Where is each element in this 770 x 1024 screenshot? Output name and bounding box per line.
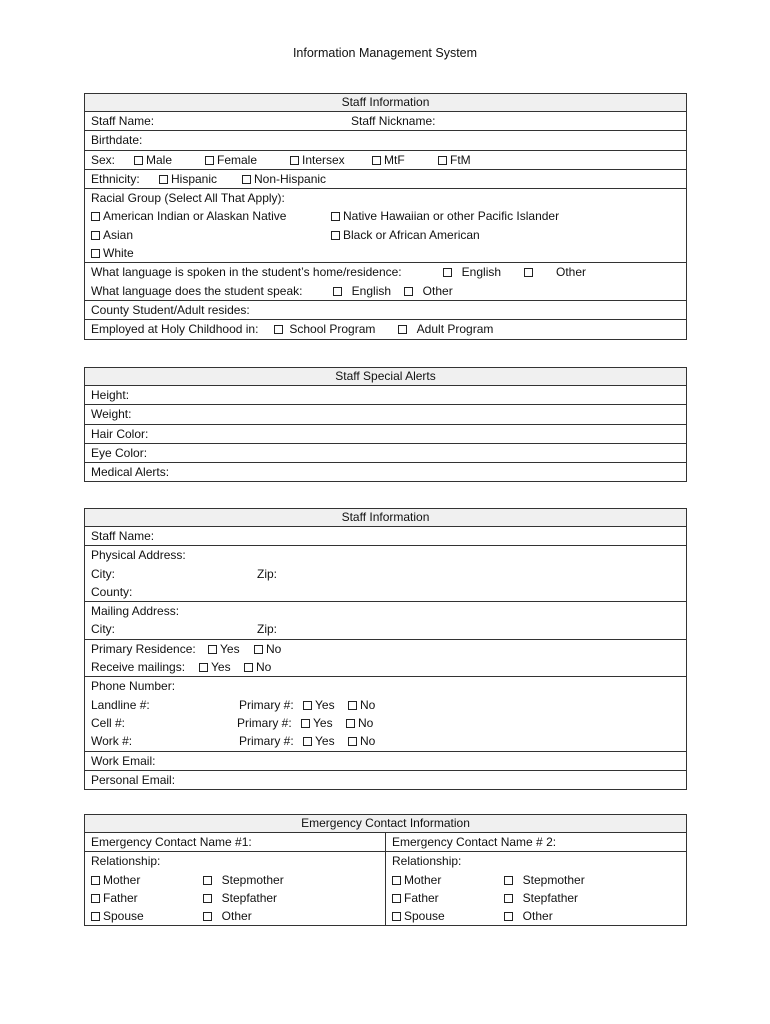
checkbox-icon	[524, 268, 533, 277]
staff-name-label: Staff Name:	[91, 114, 155, 128]
checkbox-home-other[interactable]: Other	[524, 263, 586, 281]
checkbox-mailings-no[interactable]: No	[244, 658, 271, 676]
home-language-label: What language is spoken in the student’s home/residence:	[91, 265, 402, 280]
personal-email-label: Personal Email:	[91, 772, 176, 787]
city-label: City:	[91, 566, 115, 581]
checkbox-intersex[interactable]: Intersex	[290, 151, 345, 169]
checkbox-student-english[interactable]: English	[333, 282, 391, 300]
checkbox-icon	[504, 876, 513, 885]
checkbox-icon	[443, 268, 452, 277]
checkbox-icon	[274, 325, 283, 334]
medical-alerts-label: Medical Alerts:	[91, 465, 170, 480]
checkbox-icon	[303, 701, 312, 710]
checkbox-spouse[interactable]: Spouse	[91, 909, 144, 923]
checkbox-ftm[interactable]: FtM	[438, 151, 471, 169]
checkbox-native-hawaiian[interactable]: Native Hawaiian or other Pacific Islander	[331, 207, 559, 225]
checkbox-father[interactable]: Father	[392, 891, 439, 905]
checkbox-home-english[interactable]: English	[443, 263, 501, 281]
checkbox-icon	[331, 231, 340, 240]
checkbox-icon	[392, 912, 401, 921]
contact-2-name-label: Emergency Contact Name # 2:	[392, 835, 557, 849]
landline-label: Landline #:	[91, 697, 150, 712]
checkbox-icon	[242, 175, 251, 184]
checkbox-icon	[208, 645, 217, 654]
county-row	[85, 301, 686, 320]
checkbox-asian[interactable]: Asian	[91, 228, 133, 242]
checkbox-father[interactable]: Father	[91, 891, 138, 905]
phone-number-row	[85, 677, 686, 751]
cell-label: Cell #:	[91, 715, 126, 730]
checkbox-icon	[438, 156, 447, 165]
checkbox-icon	[244, 663, 253, 672]
language-row	[85, 263, 686, 301]
checkbox-icon	[203, 912, 212, 921]
checkbox-stepmother[interactable]: Stepmother	[203, 871, 284, 889]
checkbox-mother[interactable]: Mother	[91, 873, 140, 887]
checkbox-icon	[134, 156, 143, 165]
primary-label: Primary #:	[239, 697, 294, 712]
weight-label: Weight:	[91, 407, 132, 422]
sex-row	[85, 151, 686, 170]
student-language-label: What language does the student speak:	[91, 283, 303, 298]
checkbox-residence-yes[interactable]: Yes	[208, 640, 240, 658]
work-email-row	[85, 752, 686, 771]
city-label: City:	[91, 622, 115, 637]
racial-group-row	[85, 189, 686, 263]
work-label: Work #:	[91, 734, 133, 749]
checkbox-icon	[348, 701, 357, 710]
checkbox-icon	[91, 912, 100, 921]
checkbox-icon	[91, 231, 100, 240]
primary-label: Primary #:	[239, 734, 294, 749]
staff-name-label: Staff Name:	[91, 529, 155, 543]
checkbox-icon	[404, 287, 413, 296]
contact-1-relationship	[85, 852, 385, 925]
emergency-contact-section	[84, 814, 687, 926]
relationship-row	[85, 852, 686, 925]
weight-row	[85, 405, 686, 424]
checkbox-icon	[303, 737, 312, 746]
contact-names-row	[85, 833, 686, 852]
checkbox-spouse[interactable]: Spouse	[392, 909, 445, 923]
checkbox-american-indian[interactable]: American Indian or Alaskan Native	[91, 209, 286, 223]
checkbox-icon	[372, 156, 381, 165]
checkbox-hispanic[interactable]: Hispanic	[159, 170, 217, 188]
checkbox-school-program[interactable]: School Program	[274, 320, 375, 338]
birthdate-label: Birthdate:	[91, 133, 143, 148]
physical-address-label: Physical Address:	[91, 548, 186, 563]
personal-email-row	[85, 771, 686, 789]
section-header: Staff Information	[85, 509, 686, 527]
checkbox-black-african-american[interactable]: Black or African American	[331, 226, 480, 244]
relationship-label: Relationship:	[392, 854, 462, 869]
checkbox-cell-yes[interactable]: Yes	[301, 714, 333, 732]
checkbox-male[interactable]: Male	[134, 151, 172, 169]
mailing-address-label: Mailing Address:	[91, 604, 180, 619]
checkbox-icon	[91, 876, 100, 885]
zip-label: Zip:	[257, 622, 278, 637]
ethnicity-label: Ethnicity:	[91, 171, 140, 186]
checkbox-female[interactable]: Female	[205, 151, 257, 169]
county-label: County:	[91, 584, 133, 599]
checkbox-icon	[199, 663, 208, 672]
checkbox-icon	[346, 719, 355, 728]
hair-color-label: Hair Color:	[91, 426, 149, 441]
checkbox-icon	[331, 212, 340, 221]
contact-2-column	[385, 833, 686, 851]
checkbox-icon	[205, 156, 214, 165]
checkbox-stepfather[interactable]: Stepfather	[504, 889, 578, 907]
phone-number-label: Phone Number:	[91, 679, 176, 694]
checkbox-work-yes[interactable]: Yes	[303, 732, 335, 750]
checkbox-icon	[91, 249, 100, 258]
contact-1-column	[85, 833, 385, 851]
checkbox-mtf[interactable]: MtF	[372, 151, 405, 169]
checkbox-icon	[301, 719, 310, 728]
eye-color-row	[85, 444, 686, 463]
checkbox-stepfather[interactable]: Stepfather	[203, 889, 277, 907]
staff-information-section	[84, 93, 687, 340]
checkbox-other[interactable]: Other	[504, 907, 553, 925]
checkbox-icon	[203, 894, 212, 903]
staff-contact-information-section	[84, 508, 687, 790]
staff-special-alerts-section	[84, 367, 687, 482]
employed-label: Employed at Holy Childhood in:	[91, 322, 259, 337]
height-label: Height:	[91, 388, 130, 402]
section-header: Staff Information	[85, 94, 686, 112]
racial-group-label: Racial Group (Select All That Apply):	[91, 191, 285, 206]
checkbox-icon	[348, 737, 357, 746]
checkbox-icon	[203, 876, 212, 885]
work-email-label: Work Email:	[91, 753, 156, 768]
checkbox-icon	[333, 287, 342, 296]
staff-name-row	[85, 527, 686, 546]
checkbox-landline-no[interactable]: No	[348, 696, 375, 714]
checkbox-adult-program[interactable]: Adult Program	[398, 320, 493, 338]
primary-residence-label: Primary Residence:	[91, 641, 196, 656]
checkbox-icon	[504, 912, 513, 921]
primary-label: Primary #:	[237, 715, 292, 730]
checkbox-other[interactable]: Other	[203, 907, 252, 925]
employed-row	[85, 320, 686, 338]
mailing-address-row	[85, 602, 686, 640]
checkbox-white[interactable]: White	[91, 246, 134, 260]
staff-nickname-label: Staff Nickname:	[351, 114, 436, 128]
height-row	[85, 386, 686, 405]
checkbox-icon	[504, 894, 513, 903]
checkbox-mother[interactable]: Mother	[392, 873, 441, 887]
hair-color-row	[85, 425, 686, 444]
checkbox-residence-no[interactable]: No	[254, 640, 281, 658]
medical-alerts-row	[85, 463, 686, 481]
contact-1-name-label: Emergency Contact Name #1:	[91, 835, 252, 849]
checkbox-icon	[159, 175, 168, 184]
eye-color-label: Eye Color:	[91, 445, 148, 460]
checkbox-landline-yes[interactable]: Yes	[303, 696, 335, 714]
checkbox-icon	[91, 212, 100, 221]
contact-2-relationship	[385, 852, 686, 925]
checkbox-mailings-yes[interactable]: Yes	[199, 658, 231, 676]
checkbox-icon	[91, 894, 100, 903]
checkbox-stepmother[interactable]: Stepmother	[504, 871, 585, 889]
checkbox-student-other[interactable]: Other	[404, 282, 453, 300]
section-header: Staff Special Alerts	[85, 368, 686, 386]
checkbox-non-hispanic[interactable]: Non-Hispanic	[242, 170, 326, 188]
checkbox-icon	[392, 876, 401, 885]
checkbox-icon	[392, 894, 401, 903]
checkbox-icon	[398, 325, 407, 334]
zip-label: Zip:	[257, 566, 278, 581]
checkbox-work-no[interactable]: No	[348, 732, 375, 750]
sex-label: Sex:	[91, 152, 116, 167]
checkbox-icon	[290, 156, 299, 165]
section-header: Emergency Contact Information	[85, 815, 686, 833]
birthdate-row	[85, 131, 686, 150]
ethnicity-row	[85, 170, 686, 189]
checkbox-icon	[254, 645, 263, 654]
county-label: County Student/Adult resides:	[91, 302, 250, 317]
receive-mailings-label: Receive mailings:	[91, 660, 186, 675]
relationship-label: Relationship:	[91, 854, 161, 869]
physical-address-row	[85, 546, 686, 602]
document-title: Information Management System	[292, 46, 478, 60]
staff-name-row	[85, 112, 686, 131]
residence-mailings-row	[85, 640, 686, 678]
checkbox-cell-no[interactable]: No	[346, 714, 373, 732]
